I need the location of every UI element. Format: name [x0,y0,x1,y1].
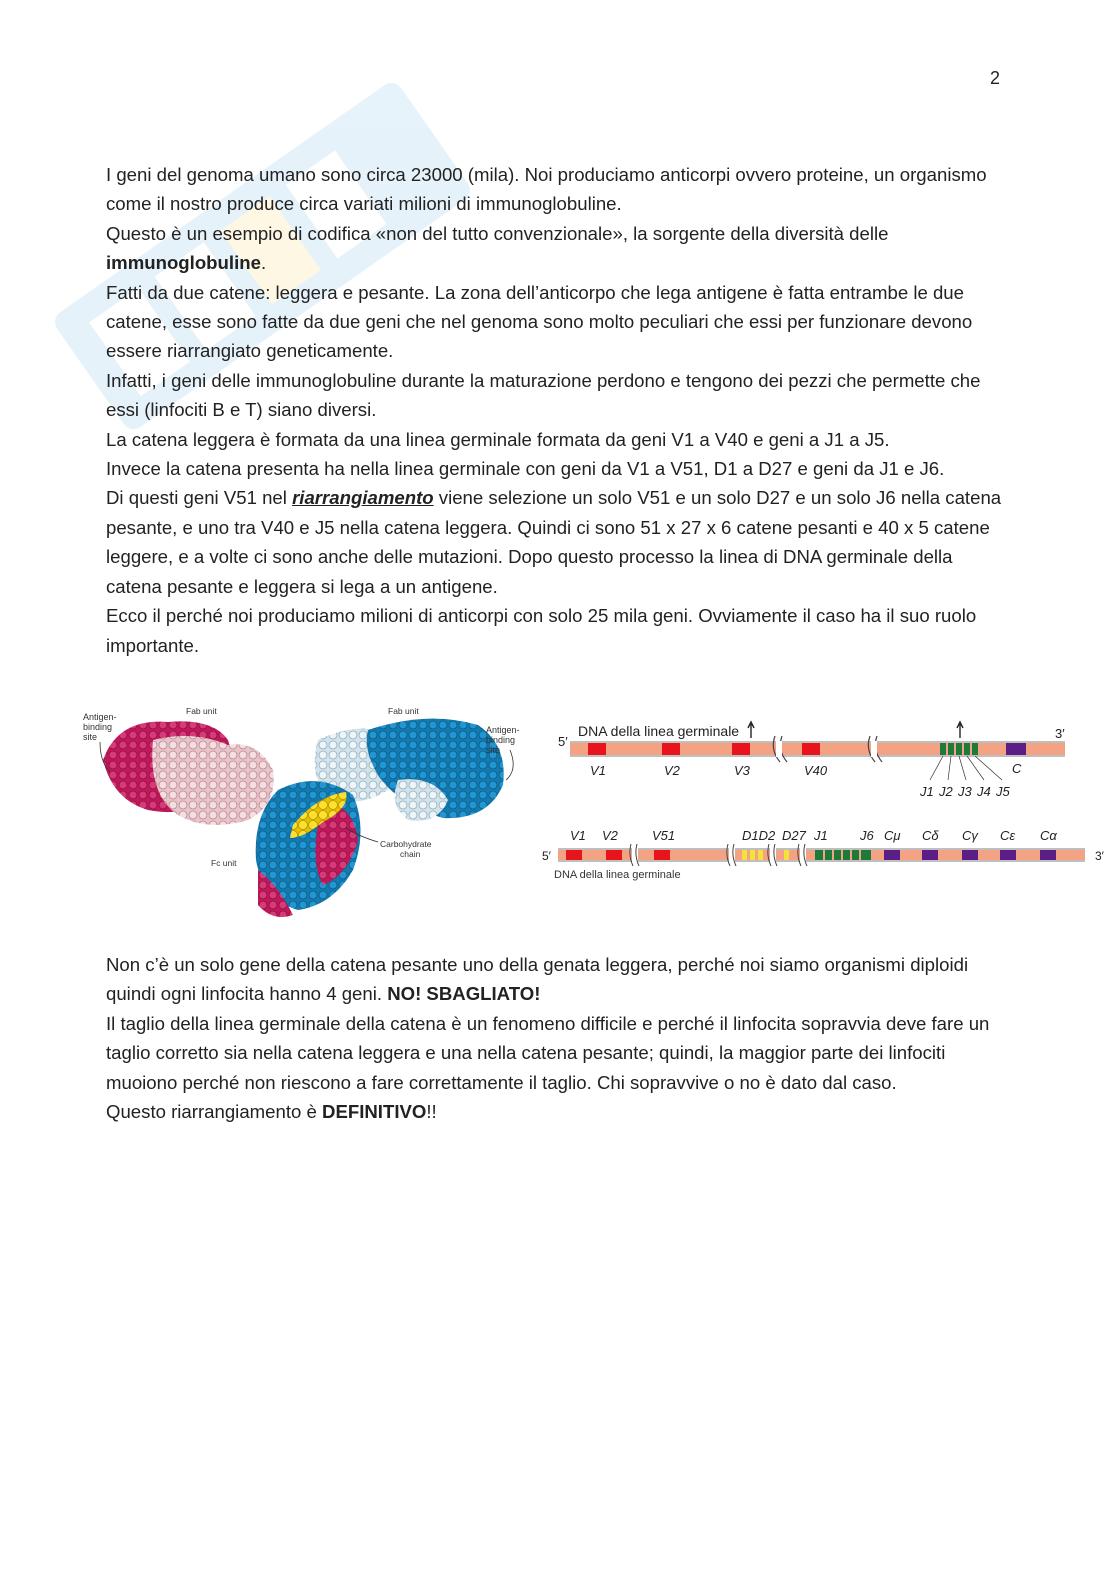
fc-unit-label: Fc unit [211,858,237,868]
label-v40: V40 [804,763,828,778]
heavy-label-d1d2: D1D2 [742,828,776,843]
paragraph: Questo è un esempio di codifica «non del tutto convenzionale», la sorgente della diversità delle immunoglobuline. [106,222,889,274]
light-three-prime: 3′ [1055,726,1065,741]
heavy-c-gamma [962,850,978,860]
heavy-label-c-delta: Cδ [922,828,939,843]
heavy-c-delta [922,850,938,860]
paragraph: I geni del genoma umano sono circa 23000 (mila). Noi produciamo anticorpi ovvero proteine, un organismo come il nostro produce circa variati milioni di immunoglobuline. [106,164,987,215]
paragraph: La catena leggera è formata da una linea germinale formata da geni V1 a V40 e geni a J1 a J5. [106,428,890,450]
heavy-c-alpha [1040,850,1056,860]
main-text-block [106,160,1006,660]
light-j-cluster [940,743,978,755]
heavy-v51 [654,850,670,860]
fab-unit-left-label: Fab unit [186,706,217,716]
label-v1: V1 [590,763,606,778]
heavy-label-v51: V51 [652,828,676,843]
heavy-d27 [784,850,789,860]
heavy-label-c-mu: Cμ [884,828,901,843]
paragraph: Il taglio della linea germinale della catena è un fenomeno difficile e perché il linfocita sopravvia deve fare un taglio corretto sia nella catena leggera e una nella catena pesante; quindi, la maggior parte dei linfociti muoiono perché non riescono a fare correttamente il taglio. Chi sopravvive o no è dato dal caso. [106,1012,990,1093]
heavy-label-c-gamma: Cγ [962,828,978,843]
fab-unit-right-label: Fab unit [388,706,419,716]
heavy-label-j1: J1 [814,828,828,843]
heavy-chain-caption: DNA della linea germinale [554,869,681,881]
label-j5: J5 [996,784,1010,799]
paragraph: Fatti da due catene: leggera e pesante. La zona dell’anticorpo che lega antigene è fatta entrambe le due catene, esse sono fatte da due geni che nel genoma sono molto peculiari che essi per funzionare devono essere riarrangiato geneticamente. [106,281,973,362]
carbohydrate-chain-label: Carbohydrate [380,839,432,849]
light-chain-title: DNA della linea germinale [578,723,740,739]
paragraph: Di questi geni V51 nel riarrangiamento viene selezione un solo V51 e un solo D27 e un solo J6 nella catena pesante, e uno tra V40 e J5 nella catena leggera. Quindi ci sono 51 x 27 x 6 catene pesanti e 40 x 5 catene leggere, e a volte ci sono anche delle mutazioni. Dopo questo processo la linea di DNA germinale della catena pesante e leggera si lega a un antigene. [106,487,1002,597]
antigen-binding-site-right-label: Antigen- [486,725,520,735]
heavy-label-c-epsilon: Cε [1000,828,1016,843]
svg-text:binding: binding [83,722,113,732]
gene-v2 [662,743,680,755]
heavy-c-epsilon [1000,850,1016,860]
heavy-v2 [606,850,622,860]
heavy-c-mu [884,850,900,860]
paragraph: Invece la catena presenta ha nella linea germinale con geni da V1 a V51, D1 a D27 e geni da J1 e J6. [106,458,945,480]
heavy-d-other [758,850,763,860]
svg-text:binding: binding [486,735,516,745]
label-v3: V3 [734,763,750,778]
heavy-label-j6: J6 [860,828,874,843]
heavy-label-d27: D27 [782,828,806,843]
paragraph: Questo riarrangiamento è DEFINITIVO!! [106,1101,437,1123]
gene-v40 [802,743,820,755]
emphasized-term: riarrangiamento [292,487,434,509]
bold-term: DEFINITIVO [322,1101,427,1123]
page-number: 2 [990,68,1001,88]
label-j1: J1 [920,784,934,799]
label-v2: V2 [664,763,680,778]
paragraph: Ecco il perché noi produciamo milioni di anticorpi con solo 25 mila geni. Ovviamente il caso ha il suo ruolo importante. [106,605,977,656]
label-j4: J4 [977,784,991,799]
bold-statement: NO! SBAGLIATO! [387,983,541,1005]
label-c: C [1012,761,1022,776]
paragraph: Infatti, i geni delle immunoglobuline durante la maturazione perdono e tengono dei pezzi che permette che essi (linfociti B e T) siano diversi. [106,369,981,421]
antibody-molecule-figure [78,700,538,925]
gene-v3 [732,743,750,755]
heavy-d1 [742,850,747,860]
svg-text:site: site [83,732,98,742]
dna-germline-figure [530,708,1110,898]
second-text-block [106,950,1006,1126]
heavy-label-c-alpha: Cα [1040,828,1057,843]
gene-v1 [588,743,606,755]
heavy-five-prime: 5′ [542,849,551,863]
heavy-label-v1: V1 [570,828,586,843]
heavy-d2 [750,850,755,860]
bold-term: immunoglobuline [106,252,261,274]
heavy-v1 [566,850,582,860]
heavy-three-prime: 3′ [1095,849,1104,863]
heavy-label-v2: V2 [602,828,618,843]
paragraph: Non c’è un solo gene della catena pesante uno della genata leggera, perché noi siamo organismi diploidi quindi ogni linfocita hanno 4 geni. NO! SBAGLIATO! [106,954,969,1005]
svg-text:chain: chain [400,849,421,859]
light-five-prime: 5′ [558,734,568,749]
gene-c [1006,743,1026,755]
label-j2: J2 [939,784,953,799]
label-j3: J3 [958,784,972,799]
svg-text:site: site [486,745,501,755]
antigen-binding-site-left-label: Antigen- [83,712,117,722]
